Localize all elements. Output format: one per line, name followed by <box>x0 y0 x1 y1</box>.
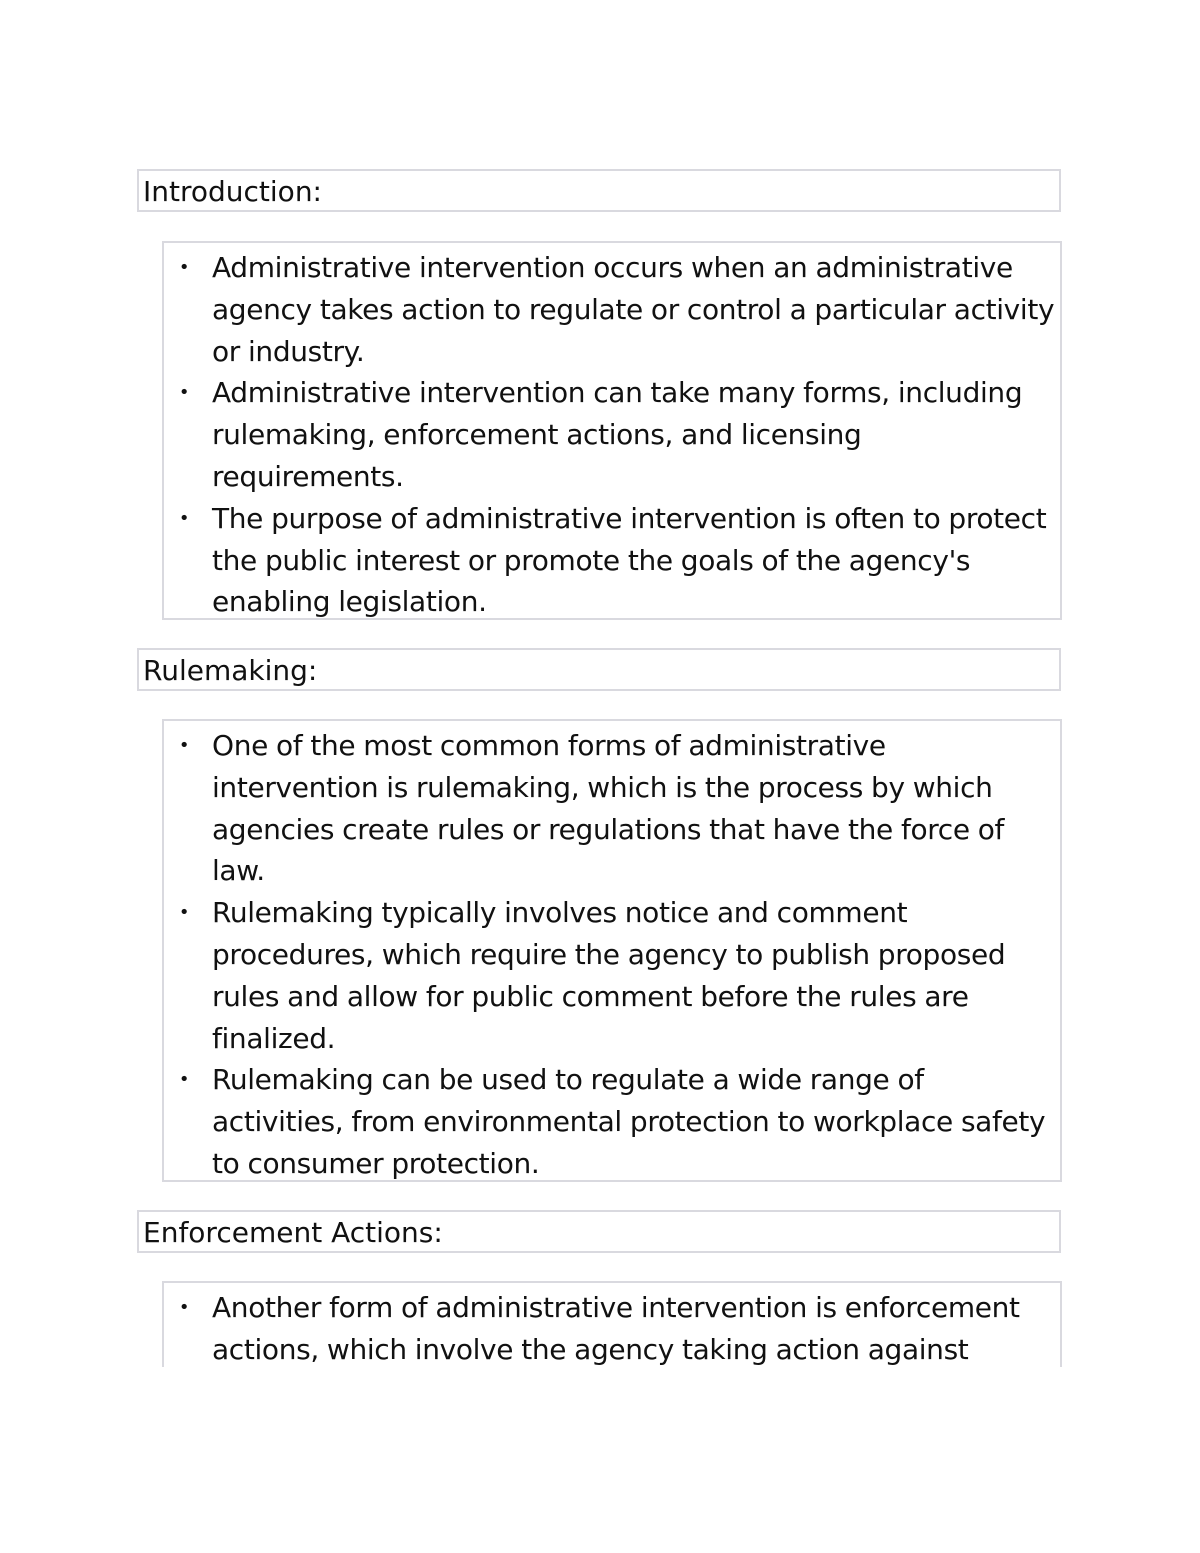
list-item-text: One of the most common forms of administrative intervention is rulemaking, which is the process by which agencies create rules or regulations that have the force of law. <box>212 729 1005 888</box>
bullet-icon: • <box>178 902 190 924</box>
list-item-text: Administrative intervention occurs when an administrative agency takes action to regulate or control a particular activity or industry. <box>212 251 1055 368</box>
bullet-icon: • <box>178 1069 190 1091</box>
section-heading-introduction <box>137 169 1061 212</box>
bullet-icon: • <box>178 507 190 529</box>
bullet-icon: • <box>178 257 190 278</box>
bullet-list-enforcement-actions <box>162 1281 1062 1367</box>
list-item-text: Another form of administrative intervention is enforcement actions, which involve the agency taking action against <box>212 1291 1020 1366</box>
list-item <box>164 247 1060 372</box>
list-item <box>164 725 1060 892</box>
bullet-list-introduction <box>162 241 1062 620</box>
list-item <box>164 892 1060 1059</box>
bullet-icon: • <box>178 1297 190 1318</box>
heading-text: Rulemaking: <box>143 654 318 687</box>
bullet-icon: • <box>178 382 190 404</box>
section-heading-rulemaking <box>137 648 1061 691</box>
list-item-text: The purpose of administrative intervention is often to protect the public interest or promote the goals of the agency's enabling legislation. <box>212 501 1047 619</box>
list-item-text: Administrative intervention can take many forms, including rulemaking, enforcement actions, and licensing requirements. <box>212 376 1023 493</box>
list-item <box>164 1059 1060 1182</box>
list-item <box>164 372 1060 497</box>
list-item <box>164 498 1060 620</box>
heading-text: Enforcement Actions: <box>143 1216 443 1249</box>
bullet-icon: • <box>178 735 190 756</box>
list-item-text: Rulemaking can be used to regulate a wide range of activities, from environmental protection to workplace safety to consumer protection. <box>212 1063 1046 1180</box>
heading-text: Introduction: <box>143 175 322 208</box>
list-item-text: Rulemaking typically involves notice and comment procedures, which require the agency to publish proposed rules and allow for public comment before the rules are finalized. <box>212 896 1006 1055</box>
bullet-list-rulemaking <box>162 719 1062 1182</box>
list-item <box>164 1287 1060 1367</box>
section-heading-enforcement-actions <box>137 1210 1061 1253</box>
